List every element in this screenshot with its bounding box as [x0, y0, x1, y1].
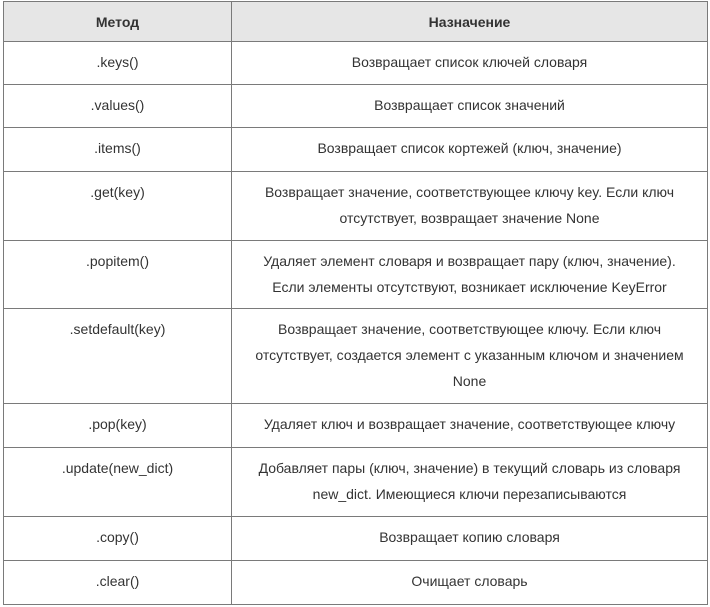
table-row [4, 309, 708, 404]
purpose-cell: Удаляет элемент словаря и возвращает пару (ключ, значение). Если элементы отсутствуют, возникает исключение KeyError [232, 241, 708, 309]
method-cell: .setdefault(key) [4, 309, 232, 404]
table-row [4, 128, 708, 172]
table-row [4, 172, 708, 241]
purpose-cell: Добавляет пары (ключ, значение) в текущий словарь из словаря new_dict. Имеющиеся ключи перезаписываются [232, 448, 708, 517]
table-row [4, 241, 708, 309]
method-cell: .clear() [4, 561, 232, 605]
purpose-cell: Возвращает значение, соответствующее ключу key. Если ключ отсутствует, возвращает значение None [232, 172, 708, 241]
purpose-cell: Возвращает список кортежей (ключ, значение) [232, 128, 708, 172]
table-row [4, 448, 708, 517]
table-row [4, 42, 708, 85]
column-header-purpose: Назначение [232, 2, 708, 42]
method-cell: .values() [4, 85, 232, 128]
table-row [4, 85, 708, 128]
table-row [4, 404, 708, 448]
purpose-cell: Возвращает значение, соответствующее ключу. Если ключ отсутствует, создается элемент с указанным ключом и значением None [232, 309, 708, 404]
method-cell: .keys() [4, 42, 232, 85]
purpose-cell: Удаляет ключ и возвращает значение, соответствующее ключу [232, 404, 708, 448]
method-cell: .items() [4, 128, 232, 172]
purpose-cell: Возвращает список ключей словаря [232, 42, 708, 85]
table-row [4, 561, 708, 605]
method-cell: .copy() [4, 517, 232, 561]
column-header-method: Метод [4, 2, 232, 42]
method-cell: .pop(key) [4, 404, 232, 448]
table-row [4, 517, 708, 561]
method-cell: .update(new_dict) [4, 448, 232, 517]
purpose-cell: Возвращает список значений [232, 85, 708, 128]
purpose-cell: Очищает словарь [232, 561, 708, 605]
purpose-cell: Возвращает копию словаря [232, 517, 708, 561]
dict-methods-table [3, 1, 708, 605]
method-cell: .get(key) [4, 172, 232, 241]
method-cell: .popitem() [4, 241, 232, 309]
table-header-row [4, 2, 708, 42]
